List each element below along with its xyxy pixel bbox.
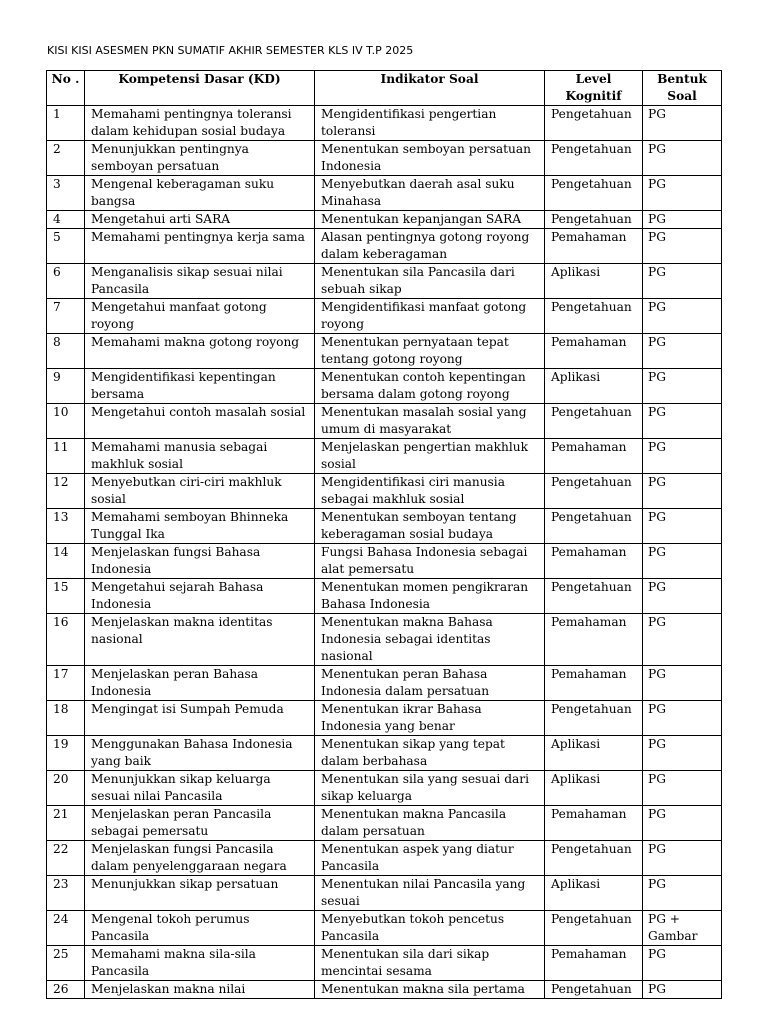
cell-indikator-soal: Alasan pentingnya gotong royong dalam keberagaman <box>315 229 545 264</box>
cell-level-kognitif: Aplikasi <box>545 876 643 911</box>
table-row <box>47 211 722 229</box>
cell-indikator-soal: Menyebutkan daerah asal suku Minahasa <box>315 176 545 211</box>
table-row <box>47 614 722 666</box>
cell-indikator-soal: Menentukan semboyan persatuan Indonesia <box>315 141 545 176</box>
table-row <box>47 666 722 701</box>
cell-bentuk-soal: PG <box>643 614 722 666</box>
cell-level-kognitif: Pemahaman <box>545 946 643 981</box>
cell-bentuk-soal: PG <box>643 841 722 876</box>
cell-level-kognitif: Aplikasi <box>545 369 643 404</box>
cell-level-kognitif: Pengetahuan <box>545 141 643 176</box>
cell-indikator-soal: Menentukan momen pengikraran Bahasa Indonesia <box>315 579 545 614</box>
cell-level-kognitif: Pemahaman <box>545 544 643 579</box>
cell-indikator-soal: Menyebutkan tokoh pencetus Pancasila <box>315 911 545 946</box>
cell-indikator-soal: Menentukan makna Pancasila dalam persatuan <box>315 806 545 841</box>
cell-no: 18 <box>47 701 85 736</box>
cell-kompetensi-dasar: Menggunakan Bahasa Indonesia yang baik <box>85 736 315 771</box>
cell-kompetensi-dasar: Menjelaskan peran Bahasa Indonesia <box>85 666 315 701</box>
cell-level-kognitif: Pemahaman <box>545 334 643 369</box>
table-row <box>47 229 722 264</box>
table-row <box>47 474 722 509</box>
table-row <box>47 544 722 579</box>
cell-bentuk-soal: PG <box>643 981 722 999</box>
cell-kompetensi-dasar: Menunjukkan sikap persatuan <box>85 876 315 911</box>
cell-indikator-soal: Menentukan peran Bahasa Indonesia dalam persatuan <box>315 666 545 701</box>
cell-kompetensi-dasar: Mengenal tokoh perumus Pancasila <box>85 911 315 946</box>
cell-kompetensi-dasar: Menunjukkan pentingnya semboyan persatuan <box>85 141 315 176</box>
cell-no: 9 <box>47 369 85 404</box>
cell-level-kognitif: Pemahaman <box>545 439 643 474</box>
cell-kompetensi-dasar: Menjelaskan makna identitas nasional <box>85 614 315 666</box>
cell-bentuk-soal: PG <box>643 176 722 211</box>
table-header-row <box>47 71 722 106</box>
cell-bentuk-soal: PG <box>643 439 722 474</box>
cell-kompetensi-dasar: Menjelaskan fungsi Pancasila dalam penyelenggaraan negara <box>85 841 315 876</box>
cell-no: 11 <box>47 439 85 474</box>
cell-kompetensi-dasar: Menganalisis sikap sesuai nilai Pancasila <box>85 264 315 299</box>
cell-level-kognitif: Pemahaman <box>545 229 643 264</box>
cell-level-kognitif: Pengetahuan <box>545 176 643 211</box>
cell-no: 10 <box>47 404 85 439</box>
cell-level-kognitif: Pengetahuan <box>545 509 643 544</box>
cell-kompetensi-dasar: Mengetahui manfaat gotong royong <box>85 299 315 334</box>
cell-indikator-soal: Mengidentifikasi manfaat gotong royong <box>315 299 545 334</box>
cell-indikator-soal: Menjelaskan pengertian makhluk sosial <box>315 439 545 474</box>
cell-no: 19 <box>47 736 85 771</box>
cell-no: 23 <box>47 876 85 911</box>
cell-indikator-soal: Menentukan makna sila pertama <box>315 981 545 999</box>
cell-bentuk-soal: PG <box>643 369 722 404</box>
cell-level-kognitif: Pemahaman <box>545 614 643 666</box>
table-row <box>47 509 722 544</box>
table-row <box>47 264 722 299</box>
cell-kompetensi-dasar: Mengetahui sejarah Bahasa Indonesia <box>85 579 315 614</box>
cell-bentuk-soal: PG <box>643 946 722 981</box>
cell-level-kognitif: Pengetahuan <box>545 911 643 946</box>
cell-bentuk-soal: PG <box>643 264 722 299</box>
cell-kompetensi-dasar: Menunjukkan sikap keluarga sesuai nilai Pancasila <box>85 771 315 806</box>
cell-level-kognitif: Aplikasi <box>545 264 643 299</box>
cell-no: 12 <box>47 474 85 509</box>
cell-level-kognitif: Pemahaman <box>545 806 643 841</box>
cell-no: 5 <box>47 229 85 264</box>
cell-bentuk-soal: PG <box>643 509 722 544</box>
cell-kompetensi-dasar: Mengetahui contoh masalah sosial <box>85 404 315 439</box>
cell-kompetensi-dasar: Menjelaskan peran Pancasila sebagai pemersatu <box>85 806 315 841</box>
cell-no: 26 <box>47 981 85 999</box>
cell-level-kognitif: Pengetahuan <box>545 579 643 614</box>
cell-kompetensi-dasar: Mengetahui arti SARA <box>85 211 315 229</box>
table-row <box>47 771 722 806</box>
cell-no: 13 <box>47 509 85 544</box>
cell-level-kognitif: Pengetahuan <box>545 299 643 334</box>
table-row <box>47 404 722 439</box>
cell-indikator-soal: Mengidentifikasi pengertian toleransi <box>315 106 545 141</box>
table-row <box>47 981 722 999</box>
cell-no: 6 <box>47 264 85 299</box>
cell-indikator-soal: Menentukan ikrar Bahasa Indonesia yang benar <box>315 701 545 736</box>
cell-bentuk-soal: PG <box>643 106 722 141</box>
cell-bentuk-soal: PG <box>643 211 722 229</box>
cell-no: 16 <box>47 614 85 666</box>
cell-no: 3 <box>47 176 85 211</box>
cell-indikator-soal: Menentukan sikap yang tepat dalam berbahasa <box>315 736 545 771</box>
cell-bentuk-soal: PG <box>643 141 722 176</box>
cell-kompetensi-dasar: Menjelaskan makna nilai <box>85 981 315 999</box>
header-kompetensi-dasar: Kompetensi Dasar (KD) <box>85 71 315 106</box>
cell-level-kognitif: Pengetahuan <box>545 211 643 229</box>
cell-no: 8 <box>47 334 85 369</box>
table-row <box>47 911 722 946</box>
cell-bentuk-soal: PG <box>643 544 722 579</box>
header-level-kognitif: Level Kognitif <box>545 71 643 106</box>
cell-indikator-soal: Menentukan kepanjangan SARA <box>315 211 545 229</box>
table-row <box>47 176 722 211</box>
cell-kompetensi-dasar: Memahami semboyan Bhinneka Tunggal Ika <box>85 509 315 544</box>
cell-no: 1 <box>47 106 85 141</box>
cell-no: 24 <box>47 911 85 946</box>
table-row <box>47 141 722 176</box>
table-row <box>47 841 722 876</box>
cell-no: 25 <box>47 946 85 981</box>
cell-no: 20 <box>47 771 85 806</box>
header-no: No . <box>47 71 85 106</box>
cell-no: 7 <box>47 299 85 334</box>
cell-level-kognitif: Aplikasi <box>545 771 643 806</box>
cell-indikator-soal: Menentukan semboyan tentang keberagaman sosial budaya <box>315 509 545 544</box>
cell-no: 17 <box>47 666 85 701</box>
cell-no: 2 <box>47 141 85 176</box>
cell-bentuk-soal: PG <box>643 579 722 614</box>
cell-no: 22 <box>47 841 85 876</box>
cell-bentuk-soal: PG <box>643 404 722 439</box>
header-indikator-soal: Indikator Soal <box>315 71 545 106</box>
cell-bentuk-soal: PG <box>643 876 722 911</box>
cell-indikator-soal: Menentukan sila dari sikap mencintai sesama <box>315 946 545 981</box>
cell-level-kognitif: Pengetahuan <box>545 404 643 439</box>
cell-level-kognitif: Pengetahuan <box>545 474 643 509</box>
cell-no: 15 <box>47 579 85 614</box>
table-row <box>47 701 722 736</box>
table-row <box>47 299 722 334</box>
cell-bentuk-soal: PG <box>643 806 722 841</box>
cell-indikator-soal: Menentukan makna Bahasa Indonesia sebagai identitas nasional <box>315 614 545 666</box>
cell-no: 14 <box>47 544 85 579</box>
table-row <box>47 806 722 841</box>
cell-level-kognitif: Pengetahuan <box>545 981 643 999</box>
cell-indikator-soal: Menentukan nilai Pancasila yang sesuai <box>315 876 545 911</box>
cell-bentuk-soal: PG <box>643 666 722 701</box>
cell-bentuk-soal: PG <box>643 701 722 736</box>
cell-bentuk-soal: PG <box>643 474 722 509</box>
cell-kompetensi-dasar: Mengidentifikasi kepentingan bersama <box>85 369 315 404</box>
cell-kompetensi-dasar: Memahami makna gotong royong <box>85 334 315 369</box>
cell-kompetensi-dasar: Memahami makna sila-sila Pancasila <box>85 946 315 981</box>
cell-indikator-soal: Menentukan masalah sosial yang umum di masyarakat <box>315 404 545 439</box>
cell-indikator-soal: Menentukan sila yang sesuai dari sikap keluarga <box>315 771 545 806</box>
cell-level-kognitif: Pengetahuan <box>545 841 643 876</box>
table-row <box>47 736 722 771</box>
table-row <box>47 946 722 981</box>
cell-kompetensi-dasar: Memahami manusia sebagai makhluk sosial <box>85 439 315 474</box>
cell-bentuk-soal: PG <box>643 771 722 806</box>
cell-indikator-soal: Menentukan sila Pancasila dari sebuah sikap <box>315 264 545 299</box>
cell-no: 4 <box>47 211 85 229</box>
cell-no: 21 <box>47 806 85 841</box>
kisi-kisi-table <box>46 70 722 999</box>
cell-bentuk-soal: PG + Gambar <box>643 911 722 946</box>
cell-level-kognitif: Pemahaman <box>545 666 643 701</box>
table-row <box>47 369 722 404</box>
cell-level-kognitif: Pengetahuan <box>545 701 643 736</box>
cell-indikator-soal: Menentukan aspek yang diatur Pancasila <box>315 841 545 876</box>
table-row <box>47 579 722 614</box>
cell-indikator-soal: Mengidentifikasi ciri manusia sebagai makhluk sosial <box>315 474 545 509</box>
header-bentuk-soal: Bentuk Soal <box>643 71 722 106</box>
cell-bentuk-soal: PG <box>643 299 722 334</box>
cell-indikator-soal: Menentukan contoh kepentingan bersama dalam gotong royong <box>315 369 545 404</box>
cell-level-kognitif: Aplikasi <box>545 736 643 771</box>
cell-bentuk-soal: PG <box>643 229 722 264</box>
cell-kompetensi-dasar: Menyebutkan ciri-ciri makhluk sosial <box>85 474 315 509</box>
cell-bentuk-soal: PG <box>643 736 722 771</box>
table-row <box>47 439 722 474</box>
cell-indikator-soal: Fungsi Bahasa Indonesia sebagai alat pemersatu <box>315 544 545 579</box>
cell-kompetensi-dasar: Memahami pentingnya kerja sama <box>85 229 315 264</box>
document-title: KISI KISI ASESMEN PKN SUMATIF AKHIR SEMESTER KLS IV T.P 2025 <box>47 44 414 57</box>
cell-kompetensi-dasar: Mengenal keberagaman suku bangsa <box>85 176 315 211</box>
cell-bentuk-soal: PG <box>643 334 722 369</box>
table-row <box>47 106 722 141</box>
table-body <box>47 106 722 999</box>
cell-kompetensi-dasar: Memahami pentingnya toleransi dalam kehidupan sosial budaya <box>85 106 315 141</box>
cell-kompetensi-dasar: Mengingat isi Sumpah Pemuda <box>85 701 315 736</box>
table-row <box>47 334 722 369</box>
cell-indikator-soal: Menentukan pernyataan tepat tentang gotong royong <box>315 334 545 369</box>
cell-kompetensi-dasar: Menjelaskan fungsi Bahasa Indonesia <box>85 544 315 579</box>
table-row <box>47 876 722 911</box>
cell-level-kognitif: Pengetahuan <box>545 106 643 141</box>
